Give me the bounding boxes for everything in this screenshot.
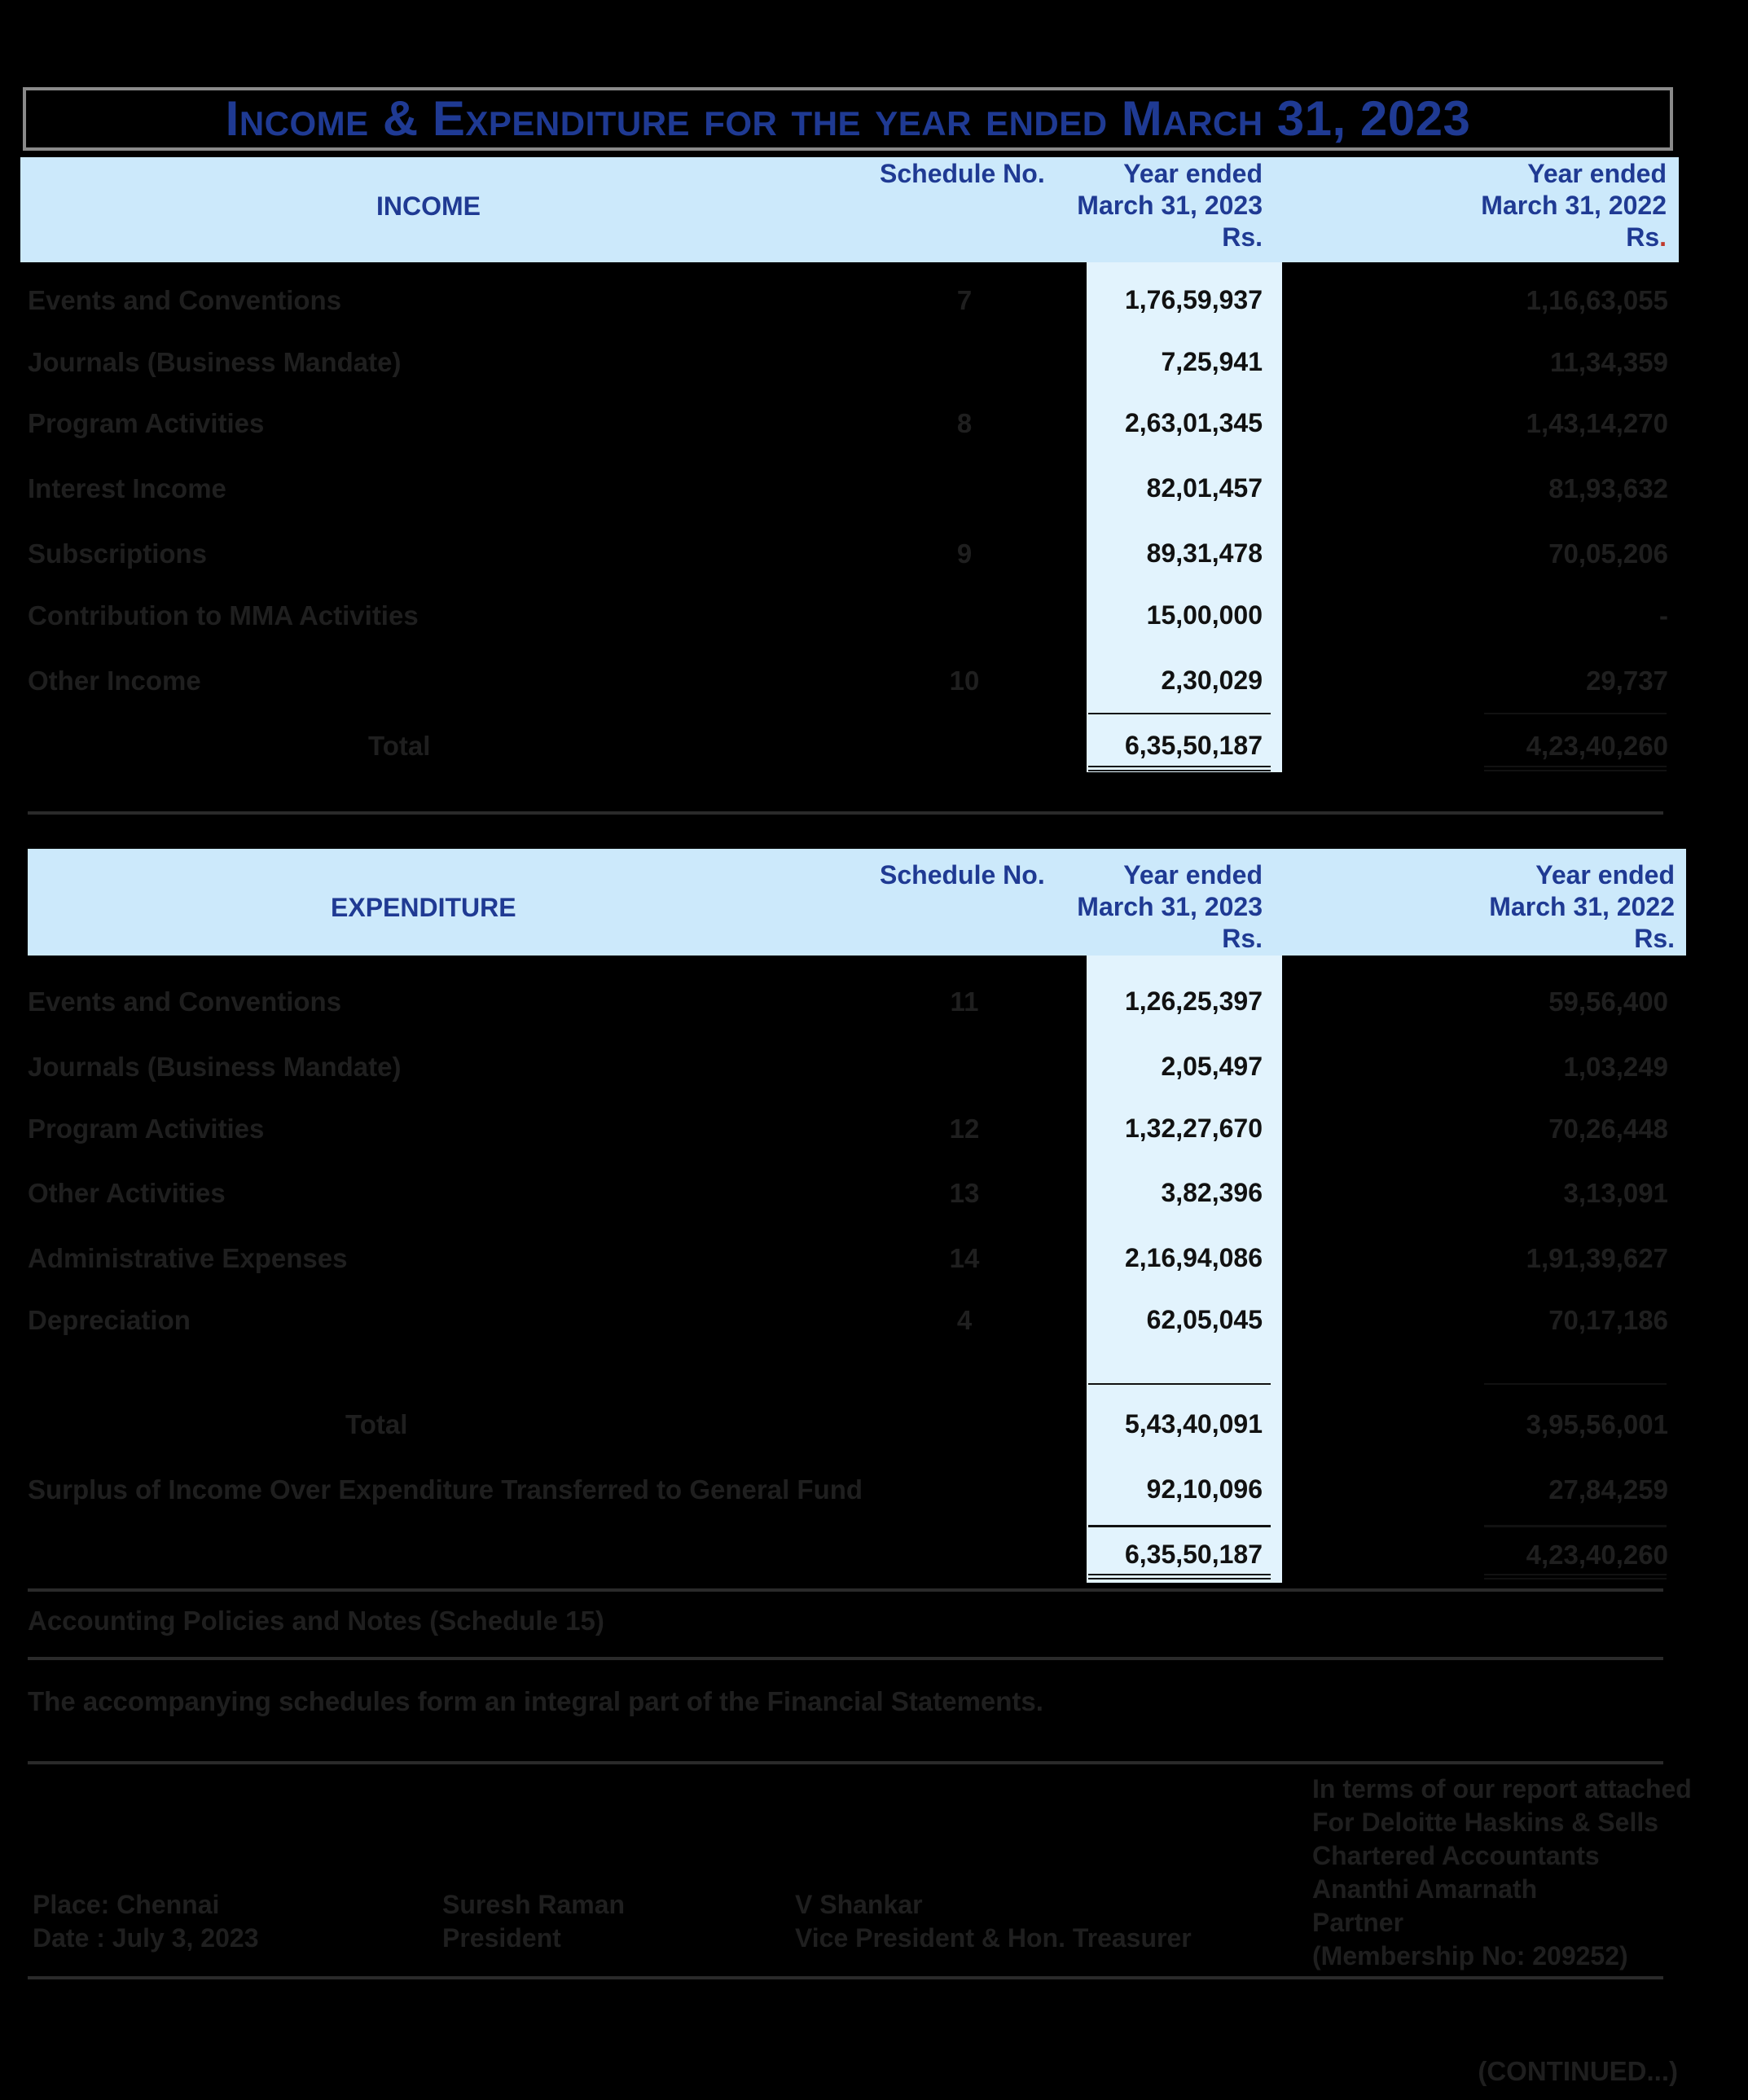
expenditure-cur-year-line3: Rs. — [1222, 924, 1263, 953]
expenditure-row-label: Program Activities — [28, 1114, 265, 1144]
expenditure-row-cur: 3,82,396 — [1161, 1178, 1263, 1207]
expenditure-row-schedule: 13 — [949, 1178, 980, 1208]
expenditure-prev-year-line2: March 31, 2022 — [1489, 892, 1675, 921]
president-title: President — [442, 1923, 561, 1953]
grand-total-cur: 6,35,50,187 — [1124, 1540, 1263, 1569]
expenditure-row-cur: 2,05,497 — [1161, 1052, 1263, 1081]
income-cur-year-line2: March 31, 2023 — [1077, 191, 1263, 220]
section-divider — [28, 811, 1663, 815]
expenditure-row-schedule: 12 — [949, 1114, 980, 1144]
income-cur-year-line3: Rs. — [1222, 222, 1263, 252]
income-row-prev: 29,737 — [1586, 666, 1668, 696]
expenditure-row-prev: 59,56,400 — [1548, 986, 1668, 1017]
income-row-prev: 11,34,359 — [1550, 347, 1668, 377]
income-prev-total-underline-1 — [1484, 766, 1667, 767]
expenditure-cur-year-line2: March 31, 2023 — [1077, 892, 1263, 921]
expenditure-section-label: EXPENDITURE — [331, 893, 516, 922]
income-row-label: Events and Conventions — [28, 285, 342, 315]
expenditure-row-label: Other Activities — [28, 1178, 226, 1208]
income-row-schedule: 8 — [956, 408, 973, 438]
expenditure-cur-total-overline — [1088, 1383, 1271, 1385]
expenditure-cur-year-line1: Year ended — [1123, 860, 1263, 890]
statement-title: Income & Expenditure for the year ended March 31, 2023 — [225, 91, 1471, 146]
president-name: Suresh Raman — [442, 1890, 626, 1919]
signatures-divider-top — [28, 1761, 1663, 1764]
expenditure-schedule-header: Schedule No. — [880, 860, 1045, 890]
expenditure-row-prev: 1,03,249 — [1563, 1052, 1668, 1082]
income-row-schedule: 9 — [956, 538, 973, 569]
income-row-cur: 82,01,457 — [1146, 473, 1263, 503]
income-cur-total-overline — [1088, 713, 1271, 714]
income-cur-year-header — [1018, 158, 1263, 253]
income-row-label: Other Income — [28, 666, 201, 696]
income-row-cur: 1,76,59,937 — [1124, 285, 1263, 314]
expenditure-row-prev: 1,91,39,627 — [1526, 1243, 1668, 1273]
expenditure-row-prev: 3,13,091 — [1563, 1178, 1668, 1208]
expenditure-prev-year-line1: Year ended — [1535, 860, 1675, 890]
expenditure-row-label: Journals (Business Mandate) — [28, 1052, 402, 1082]
grand-total-cur-underline-2 — [1088, 1578, 1271, 1579]
expenditure-total-label: Total — [345, 1409, 408, 1439]
income-row-cur: 15,00,000 — [1146, 600, 1263, 630]
continued-label: (CONTINUED...) — [1478, 2056, 1678, 2086]
income-total-cur: 6,35,50,187 — [1124, 731, 1263, 760]
expenditure-row-prev: 70,26,448 — [1548, 1114, 1668, 1144]
statement-title-box — [23, 87, 1673, 151]
expenditure-row-schedule: 4 — [956, 1305, 973, 1335]
notes-divider-mid — [28, 1657, 1663, 1660]
expenditure-row-cur: 62,05,045 — [1146, 1305, 1263, 1334]
income-prev-year-header — [1422, 158, 1667, 253]
income-row-prev: 70,05,206 — [1548, 538, 1668, 569]
grand-total-prev-underline-1 — [1484, 1574, 1667, 1575]
vice-president-title: Vice President & Hon. Treasurer — [795, 1923, 1192, 1953]
president-block — [442, 1888, 625, 1955]
income-prev-year-line2: March 31, 2022 — [1481, 191, 1667, 220]
income-prev-year-line3 — [1422, 222, 1667, 253]
signatures-divider-bottom — [28, 1976, 1663, 1979]
expenditure-total-prev: 3,95,56,001 — [1526, 1409, 1668, 1439]
income-section-label: INCOME — [376, 191, 481, 221]
income-row-prev: 81,93,632 — [1548, 473, 1668, 503]
income-row-prev: 1,43,14,270 — [1526, 408, 1668, 438]
integral-part-note: The accompanying schedules form an integral part of the Financial Statements. — [28, 1686, 1043, 1716]
income-row-label: Journals (Business Mandate) — [28, 347, 402, 377]
accounting-policies-note: Accounting Policies and Notes (Schedule 15) — [28, 1606, 604, 1636]
grand-total-prev: 4,23,40,260 — [1526, 1540, 1668, 1570]
place-text: Place: Chennai — [33, 1890, 220, 1919]
expenditure-prev-total-overline — [1484, 1383, 1667, 1385]
auditor-line-2: For Deloitte Haskins & Sells — [1312, 1808, 1659, 1837]
expenditure-prev-year-header — [1430, 859, 1675, 955]
income-row-schedule: 10 — [949, 666, 980, 696]
income-row-cur: 2,30,029 — [1161, 666, 1263, 695]
surplus-cur: 92,10,096 — [1146, 1474, 1263, 1504]
income-row-label: Contribution to MMA Activities — [28, 600, 419, 630]
grand-total-prev-overline — [1484, 1525, 1667, 1527]
auditor-line-4: Ananthi Amarnath — [1312, 1874, 1538, 1904]
expenditure-row-cur: 1,26,25,397 — [1124, 986, 1263, 1016]
income-row-prev: 1,16,63,055 — [1526, 285, 1668, 315]
income-row-cur: 89,31,478 — [1146, 538, 1263, 568]
grand-total-cur-underline-1 — [1088, 1574, 1271, 1575]
expenditure-total-cur: 5,43,40,091 — [1124, 1409, 1263, 1439]
income-schedule-header: Schedule No. — [880, 159, 1045, 188]
date-text: Date : July 3, 2023 — [33, 1923, 259, 1953]
expenditure-row-schedule: 11 — [950, 986, 979, 1017]
income-total-prev: 4,23,40,260 — [1526, 731, 1668, 761]
income-prev-total-underline-2 — [1484, 770, 1667, 771]
expenditure-prev-year-line3: Rs. — [1634, 924, 1675, 953]
place-date-block — [33, 1888, 258, 1955]
expenditure-row-prev: 70,17,186 — [1548, 1305, 1668, 1335]
income-row-cur: 7,25,941 — [1161, 347, 1263, 376]
grand-total-cur-overline — [1088, 1525, 1271, 1527]
income-total-label: Total — [368, 731, 431, 761]
surplus-label: Surplus of Income Over Expenditure Transferred to General Fund — [28, 1474, 863, 1505]
expenditure-row-cur: 1,32,27,670 — [1124, 1114, 1263, 1143]
notes-divider-top — [28, 1588, 1663, 1592]
expenditure-row-schedule: 14 — [949, 1243, 980, 1273]
auditor-block — [1312, 1773, 1692, 1973]
income-row-label: Interest Income — [28, 473, 226, 503]
income-cur-total-underline-2 — [1088, 770, 1271, 771]
income-row-label: Program Activities — [28, 408, 265, 438]
income-cur-year-line1: Year ended — [1123, 159, 1263, 188]
expenditure-cur-year-header — [1018, 859, 1263, 955]
income-prev-year-rs: Rs — [1626, 222, 1660, 252]
surplus-prev: 27,84,259 — [1548, 1474, 1668, 1505]
income-row-prev: - — [1659, 600, 1668, 630]
income-cur-total-underline-1 — [1088, 766, 1271, 767]
income-prev-year-dot: . — [1659, 222, 1667, 252]
income-row-cur: 2,63,01,345 — [1124, 408, 1263, 437]
expenditure-row-cur: 2,16,94,086 — [1124, 1243, 1263, 1272]
auditor-line-5: Partner — [1312, 1908, 1404, 1937]
vice-president-block — [795, 1888, 1192, 1955]
income-current-year-column — [1087, 262, 1282, 772]
expenditure-row-label: Events and Conventions — [28, 986, 342, 1017]
income-prev-total-overline — [1484, 713, 1667, 714]
income-row-schedule: 7 — [956, 285, 973, 315]
income-row-label: Subscriptions — [28, 538, 208, 569]
income-prev-year-line1: Year ended — [1527, 159, 1667, 188]
vice-president-name: V Shankar — [795, 1890, 923, 1919]
expenditure-row-label: Depreciation — [28, 1305, 191, 1335]
expenditure-row-label: Administrative Expenses — [28, 1243, 348, 1273]
grand-total-prev-underline-2 — [1484, 1578, 1667, 1579]
auditor-line-6: (Membership No: 209252) — [1312, 1941, 1628, 1970]
auditor-line-3: Chartered Accountants — [1312, 1841, 1600, 1870]
auditor-line-1: In terms of our report attached — [1312, 1774, 1692, 1803]
